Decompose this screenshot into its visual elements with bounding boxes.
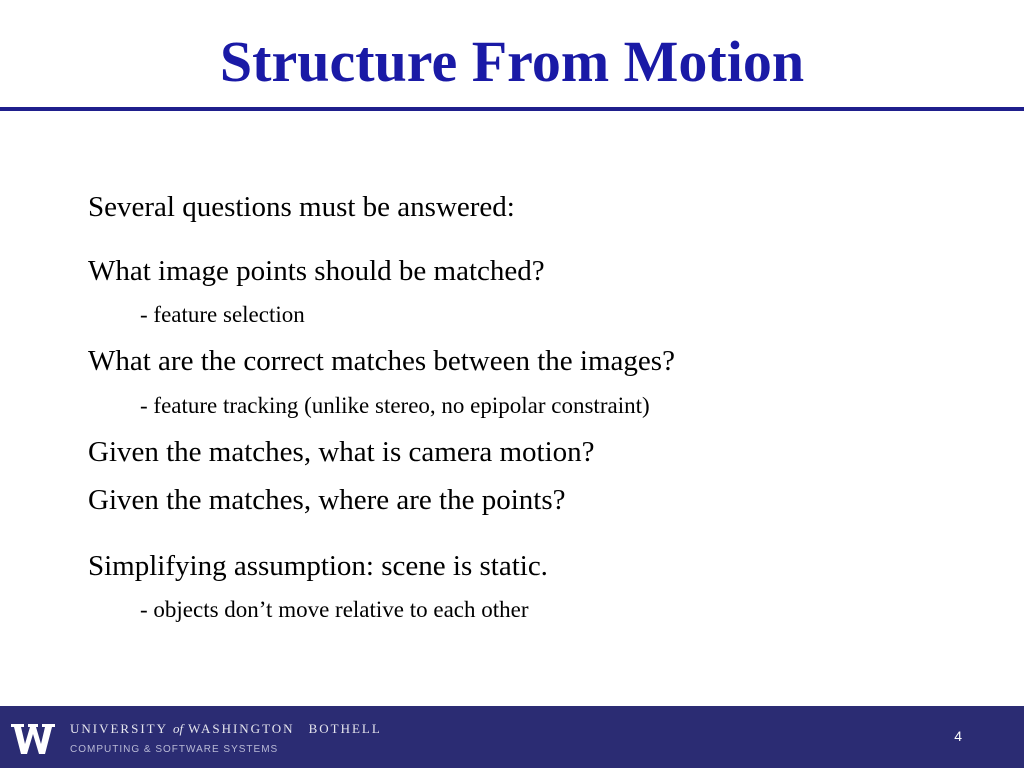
page-number: 4: [954, 728, 962, 744]
body-line-3: What are the correct matches between the images?: [88, 345, 675, 377]
body-line-2: What image points should be matched?: [88, 255, 545, 287]
uw-logo-icon: [10, 722, 56, 756]
footer-bar: [0, 706, 1024, 768]
university-word: UNIVERSITY: [70, 721, 168, 736]
sub-line-2: - feature tracking (unlike stereo, no epipolar constraint): [140, 393, 650, 418]
university-name: [70, 721, 382, 737]
title-divider: [0, 107, 1024, 111]
washington-word: WASHINGTON: [188, 721, 295, 736]
of-word: of: [173, 721, 184, 736]
body-line-5: Given the matches, where are the points?: [88, 484, 566, 516]
body-line-1: Several questions must be answered:: [88, 191, 515, 223]
slide-title: Structure From Motion: [219, 29, 805, 94]
campus-name: BOTHELL: [308, 721, 382, 736]
body-line-4: Given the matches, what is camera motion?: [88, 436, 595, 468]
sub-line-1: - feature selection: [140, 302, 305, 327]
sub-line-3: - objects don’t move relative to each other: [140, 597, 529, 622]
body-line-6: Simplifying assumption: scene is static.: [88, 550, 548, 582]
department-name: COMPUTING & SOFTWARE SYSTEMS: [70, 744, 279, 755]
